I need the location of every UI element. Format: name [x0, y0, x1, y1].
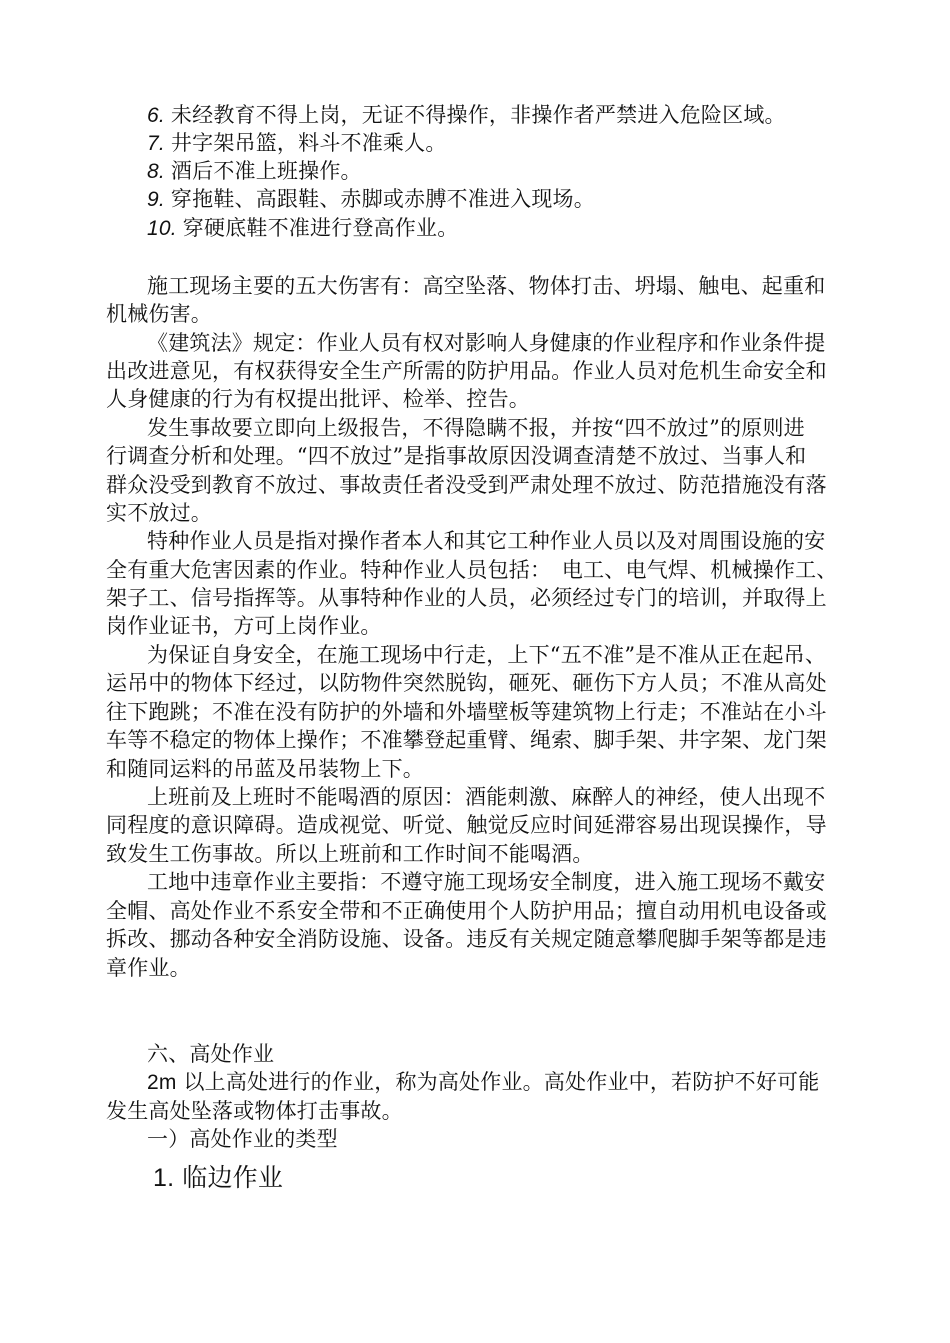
rule-text: 穿拖鞋、高跟鞋、赤脚或赤膊不准进入现场。: [170, 187, 595, 211]
rule-item-8: [147, 158, 362, 185]
rule-number: 10.: [147, 217, 177, 240]
paragraph-law-line: 出改进意见，有权获得安全生产所需的防护用品。作业人员对危机生命安全和: [106, 359, 827, 383]
paragraph-special-line: 岗作业证书，方可上岗作业。: [106, 614, 382, 638]
paragraph-alcohol-line: 同程度的意识障碍。造成视觉、听觉、触觉反应时间延滞容易出现误操作，导: [106, 813, 827, 837]
paragraph-special-line: 特种作业人员是指对操作者本人和其它工种作业人员以及对周围设施的安: [147, 529, 826, 553]
paragraph-law-line: 人身健康的行为有权提出批评、检举、控告。: [106, 387, 530, 411]
paragraph-violation-line: 拆改、挪动各种安全消防设施、设备。违反有关规定随意攀爬脚手架等都是违: [106, 927, 827, 951]
paragraph-alcohol-line: 致发生工伤事故。所以上班前和工作时间不能喝酒。: [106, 842, 594, 866]
intro-text: 以上高处进行的作业，称为高处作业。高处作业中，若防护不好可能: [176, 1070, 820, 1094]
rule-number: 6.: [147, 104, 165, 127]
paragraph-accident-line: 发生事故要立即向上级报告，不得隐瞒不报，并按“四不放过”的原则进: [147, 416, 805, 440]
rule-item-10: [147, 215, 458, 242]
paragraph-five-no-line: 和随同运料的吊蓝及吊装物上下。: [106, 757, 424, 781]
paragraph-special-line: 全有重大危害因素的作业。特种作业人员包括： 电工、电气焊、机械操作工、: [106, 558, 838, 582]
rule-item-7: [147, 130, 447, 157]
paragraph-five-no-line: 运吊中的物体下经过，以防物件突然脱钩，砸死、砸伤下方人员；不准从高处: [106, 671, 827, 695]
rule-number: 9.: [147, 188, 165, 211]
section-intro-line: [147, 1069, 819, 1096]
paragraph-injuries-line: 机械伤害。: [106, 302, 212, 326]
rule-item-6: [147, 102, 786, 129]
paragraph-five-no-line: 为保证自身安全，在施工现场中行走，上下“五不准”是不准从正在起吊、: [147, 643, 827, 667]
section-subheading: 一）高处作业的类型: [147, 1127, 338, 1151]
rule-text: 未经教育不得上岗，无证不得操作，非操作者严禁进入危险区域。: [170, 103, 786, 127]
rule-text: 穿硬底鞋不准进行登高作业。: [182, 216, 459, 240]
paragraph-accident-line: 实不放过。: [106, 501, 212, 525]
paragraph-injuries-line: 施工现场主要的五大伤害有：高空坠落、物体打击、坍塌、触电、起重和: [147, 274, 826, 298]
paragraph-accident-line: 行调查分析和处理。“四不放过”是指事故原因没调查清楚不放过、当事人和: [106, 444, 807, 468]
rule-item-9: [147, 186, 595, 213]
paragraph-law-line: 《建筑法》规定：作业人员有权对影响人身健康的作业程序和作业条件提: [147, 331, 826, 355]
rule-number: 7.: [147, 132, 165, 155]
paragraph-violation-line: 工地中违章作业主要指：不遵守施工现场安全制度，进入施工现场不戴安: [147, 870, 826, 894]
intro-number: 2m: [147, 1071, 177, 1094]
item-number: 1.: [153, 1164, 175, 1192]
rule-text: 井字架吊篮，料斗不准乘人。: [170, 131, 447, 155]
item-text: 临边作业: [182, 1163, 284, 1192]
paragraph-alcohol-line: 上班前及上班时不能喝酒的原因：酒能刺激、麻醉人的神经，使人出现不: [147, 785, 826, 809]
paragraph-violation-line: 章作业。: [106, 956, 191, 980]
paragraph-violation-line: 全帽、高处作业不系安全带和不正确使用个人防护用品；擅自动用机电设备或: [106, 899, 827, 923]
paragraph-special-line: 架子工、信号指挥等。从事特种作业的人员，必须经过专门的培训，并取得上: [106, 586, 827, 610]
paragraph-five-no-line: 车等不稳定的物体上操作；不准攀登起重臂、绳索、脚手架、井字架、龙门架: [106, 728, 827, 752]
rule-text: 酒后不准上班操作。: [170, 159, 362, 183]
section-item-heading: [153, 1163, 283, 1193]
section-intro-line: 发生高处坠落或物体打击事故。: [106, 1099, 403, 1123]
paragraph-accident-line: 群众没受到教育不放过、事故责任者没受到严肃处理不放过、防范措施没有落: [106, 473, 827, 497]
rule-number: 8.: [147, 160, 165, 183]
paragraph-five-no-line: 往下跑跳；不准在没有防护的外墙和外墙壁板等建筑物上行走；不准站在小斗: [106, 700, 827, 724]
section-heading: 六、高处作业: [147, 1042, 275, 1066]
